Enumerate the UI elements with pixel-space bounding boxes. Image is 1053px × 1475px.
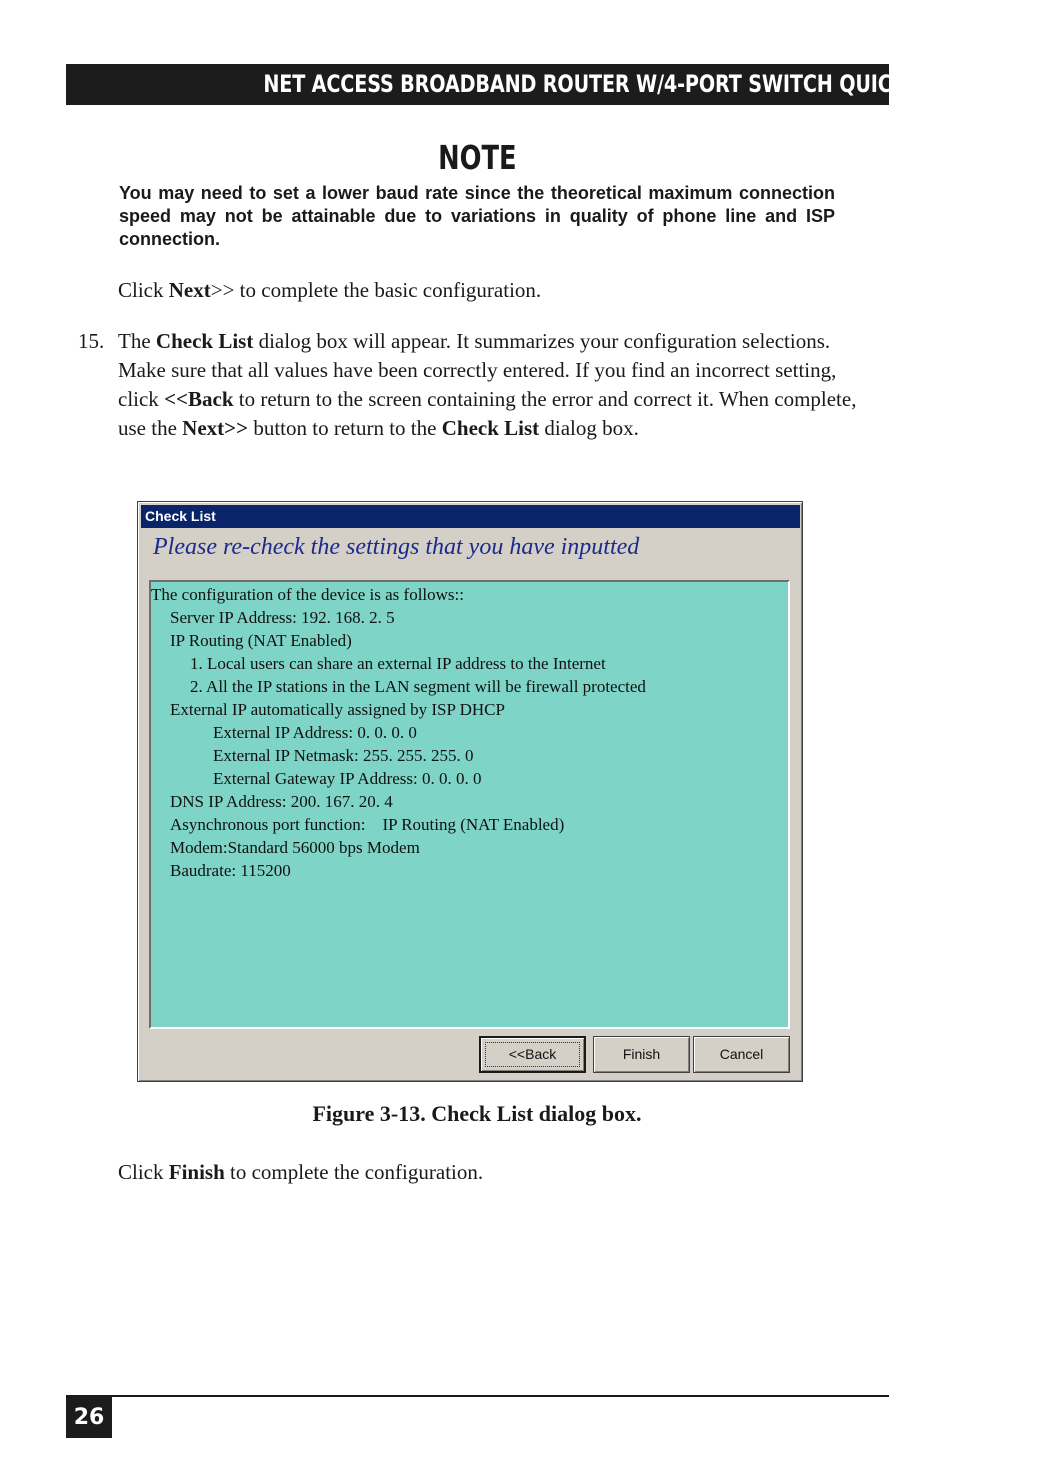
summary-line: External IP automatically assigned by ISP DHCP xyxy=(170,700,505,719)
note-heading xyxy=(0,138,954,178)
s15-t4: button to return to the xyxy=(248,416,442,440)
summary-line: Modem:Standard 56000 bps Modem xyxy=(170,838,420,857)
focus-rectangle xyxy=(485,1042,580,1067)
summary-line: External IP Netmask: 255. 255. 255. 0 xyxy=(213,746,474,765)
p3-post: to complete the configuration. xyxy=(224,1160,484,1184)
summary-line: External IP Address: 0. 0. 0. 0 xyxy=(213,723,417,742)
s15-t3: to return to the screen containing the error and correct it. When complete, use the xyxy=(118,387,857,440)
dialog-subtitle: Please re-check the settings that you have inputted xyxy=(153,534,640,560)
p1-post: >> to complete the basic configuration. xyxy=(210,278,542,302)
s15-b2: <<Back xyxy=(164,387,234,411)
summary-line: Baudrate: 115200 xyxy=(170,861,291,880)
step-number: 15. xyxy=(78,329,105,353)
page-number: 26 xyxy=(66,1397,112,1438)
paragraph-finish-instruction xyxy=(118,1158,878,1187)
s15-b3: Next>> xyxy=(182,416,249,440)
s15-t5: dialog box. xyxy=(539,416,639,440)
step-15-paragraph xyxy=(118,327,882,443)
p3-bold-finish: Finish xyxy=(168,1160,225,1184)
note-heading-text: NOTE xyxy=(437,138,517,177)
p1-pre: Click xyxy=(118,278,169,302)
paragraph-next-instruction xyxy=(118,276,878,305)
summary-line: DNS IP Address: 200. 167. 20. 4 xyxy=(170,792,393,811)
finish-button-label: Finish xyxy=(622,1046,661,1062)
summary-line: 2. All the IP stations in the LAN segment will be firewall protected xyxy=(190,677,646,696)
cancel-button[interactable] xyxy=(693,1036,790,1073)
check-list-dialog xyxy=(137,501,803,1082)
p1-bold-next: Next xyxy=(168,278,211,302)
summary-line: 1. Local users can share an external IP address to the Internet xyxy=(190,654,606,673)
back-button-label: <<Back xyxy=(508,1046,557,1062)
summary-line: The configuration of the device is as follows:: xyxy=(151,585,464,604)
running-header xyxy=(66,64,1053,105)
summary-line: Asynchronous port function: IP Routing (NAT Enabled) xyxy=(170,815,565,834)
summary-line: IP Routing (NAT Enabled) xyxy=(170,631,352,650)
s15-b4: Check List xyxy=(441,416,540,440)
dialog-title-bar[interactable]: Check List xyxy=(141,505,800,528)
p3-pre: Click xyxy=(118,1160,169,1184)
note-body: You may need to set a lower baud rate since the theoretical maximum connection speed may not be attainable due to variations in quality of phone line and ISP connection. xyxy=(119,183,835,249)
s15-t1: The xyxy=(118,329,156,353)
s15-t2: dialog box will appear. It summarizes your configuration selections. Make sure that all values have been correctly entered. If you find an incorrect setting, click xyxy=(118,329,837,411)
footer-rule xyxy=(66,1395,889,1397)
configuration-summary-box[interactable] xyxy=(149,580,790,1029)
summary-line: Server IP Address: 192. 168. 2. 5 xyxy=(170,608,395,627)
figure-caption: Figure 3-13. Check List dialog box. xyxy=(312,1101,642,1126)
summary-line: External Gateway IP Address: 0. 0. 0. 0 xyxy=(213,769,482,788)
cancel-button-label: Cancel xyxy=(719,1046,764,1062)
running-header-title: NET ACCESS BROADBAND ROUTER W/4-PORT SWITCH QUICK START GUIDE xyxy=(263,70,1053,98)
finish-button[interactable] xyxy=(593,1036,690,1073)
back-button[interactable] xyxy=(479,1036,586,1073)
s15-b1: Check List xyxy=(155,329,254,353)
